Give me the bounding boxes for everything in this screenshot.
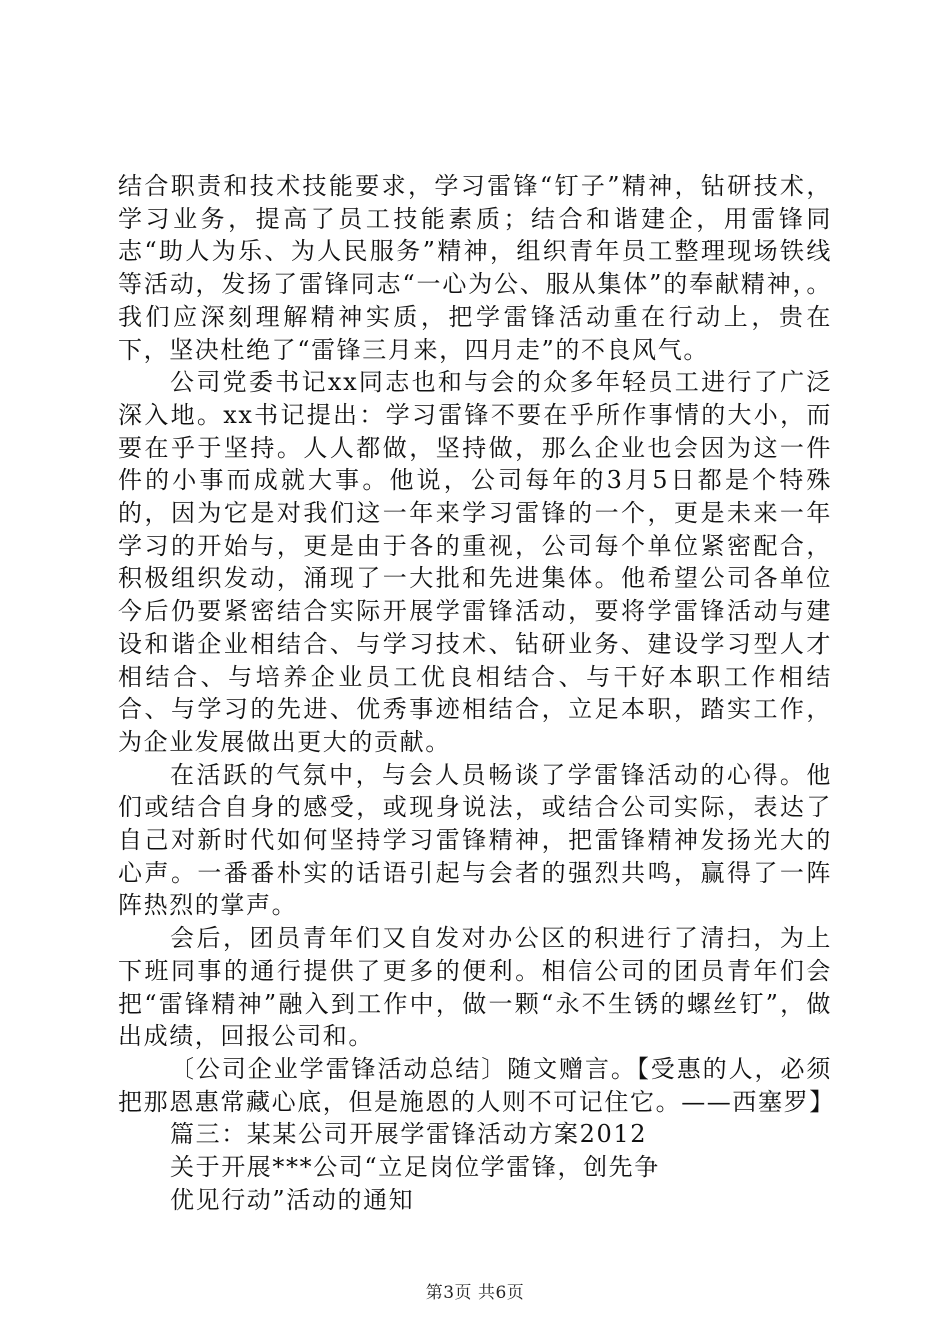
document-body bbox=[118, 170, 835, 1217]
paragraph: 在活跃的气氛中，与会人员畅谈了学雷锋活动的心得。他们或结合自身的感受，或现身说法，或结合公司实际，表达了自己对新时代如何坚持学习雷锋精神，把雷锋精神发扬光大的心声。一番番朴实的话语引起与会者的强烈共鸣，赢得了一阵阵热烈的掌声。 bbox=[118, 760, 832, 920]
section-heading bbox=[118, 1118, 832, 1216]
page-footer: 第3页 共6页 bbox=[425, 1283, 525, 1303]
paragraph: 〔公司企业学雷锋活动总结〕随文赠言。【受惠的人，必须把那恩惠常藏心底，但是施恩的人则不可记住它。——西塞罗】 bbox=[118, 1054, 835, 1116]
notice-title-line: 关于开展***公司“立足岗位学雷锋，创先争 bbox=[170, 1153, 660, 1182]
section-title: 篇三：某某公司开展学雷锋活动方案2012 bbox=[170, 1120, 648, 1149]
paragraph: 公司党委书记xx同志也和与会的众多年轻员工进行了广泛深入地。xx书记提出：学习雷锋不要在乎所作事情的大小，而要在乎于坚持。人人都做，坚持做，那么企业也会因为这一件件的小事而成就大事。他说，公司每年的3月5日都是个特殊的，因为它是对我们这一年来学习雷锋的一个，更是未来一年学习的开始与，更是由于各的重视，公司每个单位紧密配合，积极组织发动，涌现了一大批和先进集体。他希望公司各单位今后仍要紧密结合实际开展学雷锋活动，要将学雷锋活动与建设和谐企业相结合、与学习技术、钻研业务、建设学习型人才相结合、与培养企业员工优良相结合、与干好本职工作相结合、与学习的先进、优秀事迹相结合，立足本职，踏实工作，为企业发展做出更大的贡献。 bbox=[118, 368, 832, 756]
notice-title-line: 优见行动”活动的通知 bbox=[170, 1185, 415, 1214]
paragraph: 结合职责和技术技能要求，学习雷锋“钉子”精神，钻研技术，学习业务，提高了员工技能素质；结合和谐建企，用雷锋同志“助人为乐、为人民服务”精神，组织青年员工整理现场铁线等活动，发扬了雷锋同志“一心为公、服从集体”的奉献精神，。我们应深刻理解精神实质，把学雷锋活动重在行动上，贵在下，坚决杜绝了“雷锋三月来，四月走”的不良风气。 bbox=[118, 172, 832, 364]
paragraph: 会后，团员青年们又自发对办公区的积进行了清扫，为上下班同事的通行提供了更多的便利。相信公司的团员青年们会把“雷锋精神”融入到工作中，做一颗“永不生锈的螺丝钉”，做出成绩，回报公司和。 bbox=[118, 924, 832, 1051]
